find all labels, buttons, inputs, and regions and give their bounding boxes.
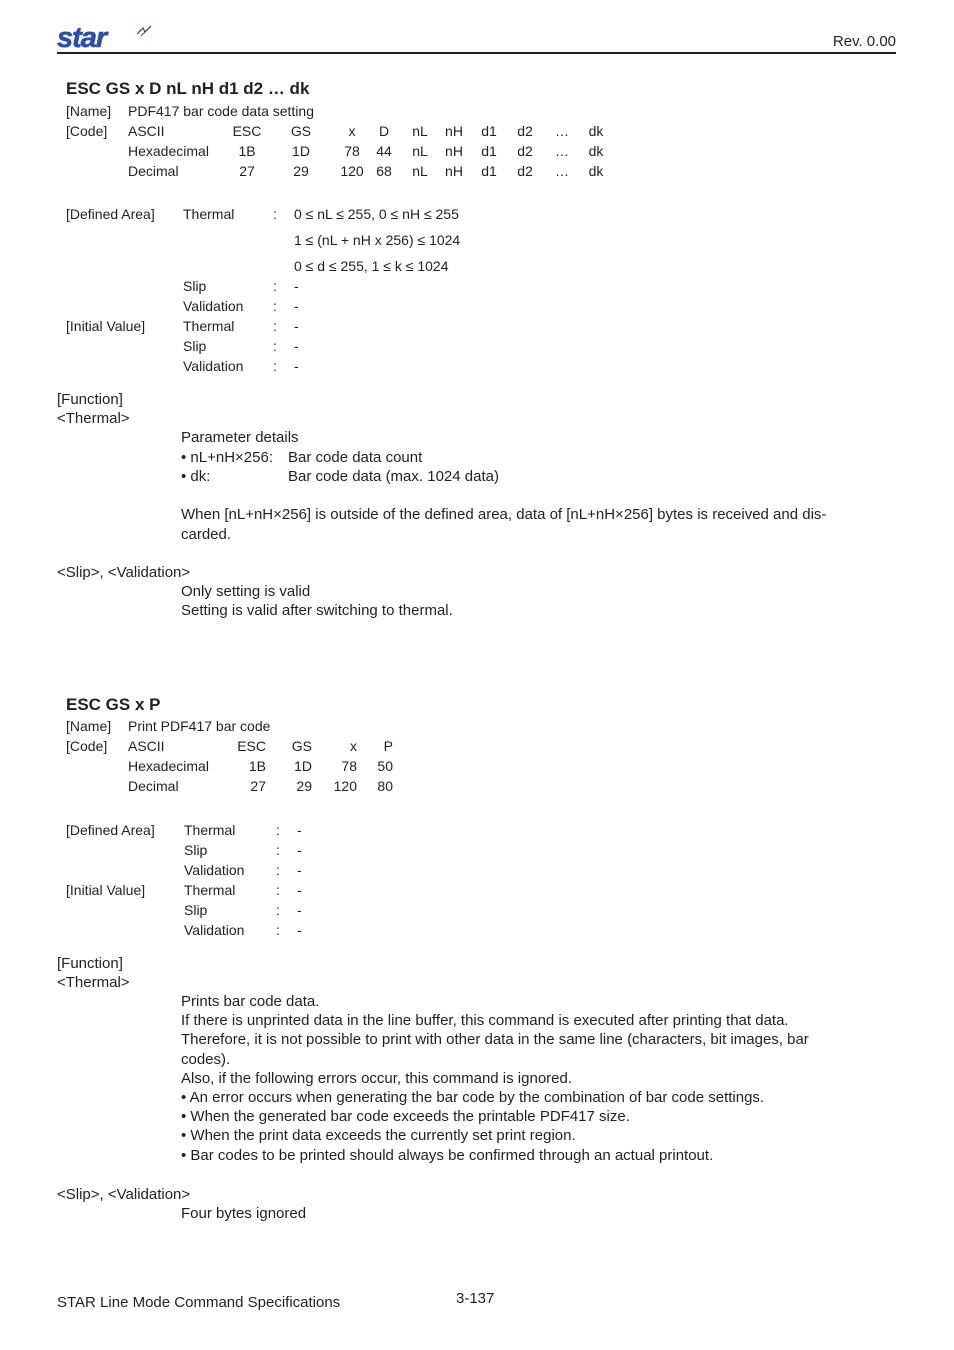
code-cell: 120: [340, 163, 364, 179]
code-cell: d2: [517, 143, 533, 159]
mode-label: Slip: [183, 278, 207, 294]
code-cell: d1: [481, 143, 497, 159]
code-cell: nL: [412, 143, 428, 159]
mode-label: Validation: [183, 358, 244, 374]
code-cell: …: [555, 123, 569, 139]
code-cell: d2: [517, 163, 533, 179]
code-label: [Code]: [66, 123, 108, 139]
range-value: -: [297, 822, 302, 838]
svg-text:star: star: [57, 24, 107, 52]
section-title: ESC GS x D nL nH d1 d2 … dk: [66, 79, 310, 98]
code-cell: 50: [377, 758, 393, 774]
initial-value-label: [Initial Value]: [66, 318, 146, 334]
colon: :: [273, 278, 277, 294]
code-cell: P: [383, 738, 393, 754]
code-cell: nH: [445, 163, 463, 179]
mode-label: Thermal: [183, 206, 235, 222]
code-cell: nH: [445, 143, 463, 159]
code-cell: d1: [481, 163, 497, 179]
body-line: Only setting is valid: [181, 583, 311, 600]
code-row-label: Hexadecimal: [128, 143, 209, 159]
body-line: • An error occurs when generating the bar code by the combination of bar code settings.: [181, 1089, 765, 1106]
body-line: Therefore, it is not possible to print with other data in the same line (characters, bit images, bar: [181, 1031, 809, 1049]
colon: :: [276, 922, 280, 938]
thermal-label: <Thermal>: [57, 974, 130, 991]
code-cell: x: [350, 738, 357, 754]
header-rule: [57, 52, 896, 54]
defined-area-label: [Defined Area]: [66, 206, 155, 222]
defined-area-label: [Defined Area]: [66, 822, 155, 838]
name-value: PDF417 bar code data setting: [128, 103, 315, 119]
code-cell: 29: [296, 778, 312, 794]
mode-label: Validation: [184, 922, 245, 938]
parameter-value: Bar code data (max. 1024 data): [288, 468, 499, 485]
code-cell: ESC: [237, 738, 266, 754]
page-number: 3-137: [456, 1290, 495, 1307]
code-cell: D: [378, 123, 390, 139]
code-cell: 29: [293, 163, 309, 179]
parameter-key: • dk:: [181, 468, 211, 485]
mode-label: Slip: [184, 842, 208, 858]
mode-label: Thermal: [184, 882, 236, 898]
body-line: Also, if the following errors occur, this command is ignored.: [181, 1069, 573, 1087]
star-logo: [57, 24, 153, 52]
thermal-label: <Thermal>: [57, 410, 130, 427]
code-cell: 68: [376, 163, 392, 179]
range-value: -: [294, 278, 299, 294]
code-cell: 78: [344, 143, 360, 159]
code-cell: dk: [588, 143, 604, 159]
code-row-label: Decimal: [128, 163, 179, 179]
body-line: • Bar codes to be printed should always be confirmed through an actual printout.: [181, 1146, 714, 1164]
code-cell: GS: [290, 123, 312, 139]
code-cell: 1D: [292, 143, 310, 159]
code-row-label: ASCII: [128, 123, 165, 139]
range-value: -: [294, 298, 299, 314]
code-cell: …: [555, 163, 569, 179]
parameter-heading: Parameter details: [181, 429, 299, 446]
code-cell: 1B: [238, 143, 256, 159]
revision-label: Rev. 0.00: [832, 33, 896, 50]
colon: :: [273, 206, 277, 222]
range-value: -: [297, 842, 302, 858]
colon: :: [273, 298, 277, 314]
body-line: Prints bar code data.: [181, 993, 320, 1010]
range-value: -: [297, 862, 302, 878]
code-cell: d2: [517, 123, 533, 139]
code-cell: 120: [333, 778, 357, 794]
colon: :: [276, 842, 280, 858]
colon: :: [276, 882, 280, 898]
body-line: If there is unprinted data in the line buffer, this command is executed after printing that data.: [181, 1012, 789, 1030]
range-value: -: [297, 922, 302, 938]
mode-label: Slip: [183, 338, 207, 354]
body-line: Setting is valid after switching to thermal.: [181, 602, 453, 619]
code-cell: 80: [377, 778, 393, 794]
slip-validation-label: <Slip>, <Validation>: [57, 564, 191, 581]
parameter-value: Bar code data count: [288, 449, 423, 466]
colon: :: [273, 358, 277, 374]
code-cell: 27: [239, 163, 255, 179]
code-cell: 44: [376, 143, 392, 159]
function-label: [Function]: [57, 955, 123, 972]
range-value: 0 ≤ d ≤ 255, 1 ≤ k ≤ 1024: [294, 258, 449, 274]
body-line: codes).: [181, 1050, 231, 1068]
note-line: carded.: [181, 526, 232, 543]
code-row-label: Hexadecimal: [128, 758, 209, 774]
body-line: • When the print data exceeds the currently set print region.: [181, 1127, 576, 1145]
note-line: When [nL+nH×256] is outside of the defined area, data of [nL+nH×256] bytes is received and dis-: [181, 506, 827, 523]
code-cell: nH: [445, 123, 463, 139]
name-label: [Name]: [66, 718, 112, 734]
code-cell: nL: [412, 163, 428, 179]
code-cell: dk: [588, 163, 604, 179]
code-label: [Code]: [66, 738, 108, 754]
code-cell: d1: [481, 123, 497, 139]
code-row-label: ASCII: [128, 738, 165, 754]
range-value: -: [294, 318, 299, 334]
mode-label: Slip: [184, 902, 208, 918]
range-value: 1 ≤ (nL + nH x 256) ≤ 1024: [294, 232, 461, 248]
initial-value-label: [Initial Value]: [66, 882, 146, 898]
body-line: Four bytes ignored: [181, 1205, 307, 1222]
code-cell: GS: [291, 738, 312, 754]
code-cell: 27: [250, 778, 266, 794]
code-cell: …: [555, 143, 569, 159]
range-value: -: [297, 902, 302, 918]
mode-label: Validation: [183, 298, 244, 314]
range-value: -: [297, 882, 302, 898]
colon: :: [276, 822, 280, 838]
slip-validation-label: <Slip>, <Validation>: [57, 1186, 191, 1203]
range-value: -: [294, 358, 299, 374]
name-value: Print PDF417 bar code: [128, 718, 271, 734]
code-cell: 1B: [248, 758, 266, 774]
name-label: [Name]: [66, 103, 112, 119]
colon: :: [276, 902, 280, 918]
code-cell: dk: [588, 123, 604, 139]
code-cell: x: [348, 123, 356, 139]
section-title: ESC GS x P: [66, 695, 161, 714]
parameter-key: • nL+nH×256:: [181, 449, 273, 466]
body-line: • When the generated bar code exceeds the printable PDF417 size.: [181, 1108, 630, 1126]
code-cell: nL: [412, 123, 428, 139]
range-value: -: [294, 338, 299, 354]
code-cell: ESC: [232, 123, 262, 139]
colon: :: [273, 338, 277, 354]
mode-label: Thermal: [184, 822, 236, 838]
footer-doc-title: STAR Line Mode Command Specifications: [57, 1294, 341, 1311]
mode-label: Thermal: [183, 318, 235, 334]
mode-label: Validation: [184, 862, 245, 878]
code-cell: 1D: [294, 758, 312, 774]
function-label: [Function]: [57, 391, 123, 408]
colon: :: [276, 862, 280, 878]
code-row-label: Decimal: [128, 778, 179, 794]
colon: :: [273, 318, 277, 334]
code-cell: 78: [341, 758, 357, 774]
range-value: 0 ≤ nL ≤ 255, 0 ≤ nH ≤ 255: [294, 206, 459, 222]
